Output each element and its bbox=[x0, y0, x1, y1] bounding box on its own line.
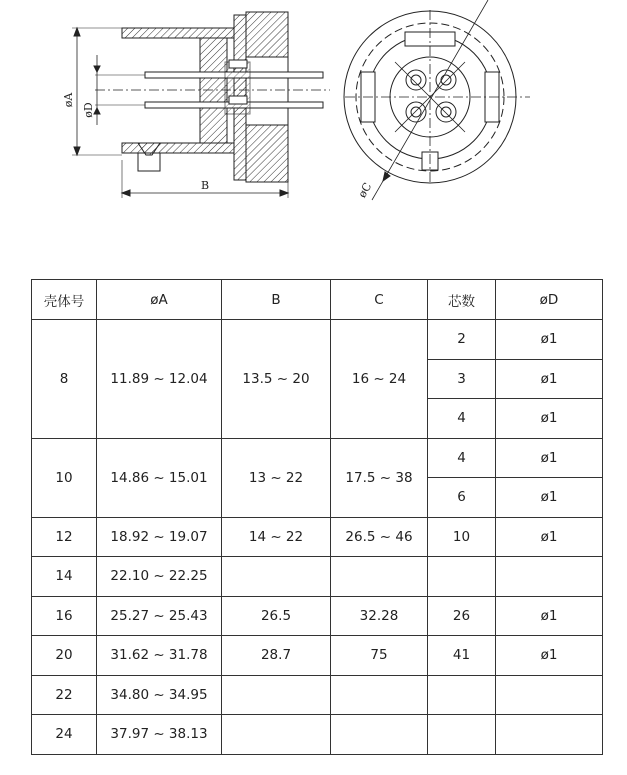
cell-cores: 41 bbox=[428, 636, 496, 676]
cell-cores: 26 bbox=[428, 596, 496, 636]
cell-shell: 12 bbox=[32, 517, 97, 557]
side-section-view bbox=[72, 12, 330, 198]
cell-dia-d: ø1 bbox=[496, 478, 603, 518]
cell-b: 14 ~ 22 bbox=[222, 517, 331, 557]
cell-cores: 4 bbox=[428, 399, 496, 439]
header-dia-d: øD bbox=[496, 280, 603, 320]
cell-shell: 14 bbox=[32, 557, 97, 597]
cell-dia-d: ø1 bbox=[496, 399, 603, 439]
cell-cores: 10 bbox=[428, 517, 496, 557]
cell-c bbox=[331, 675, 428, 715]
header-dia-a: øA bbox=[97, 280, 222, 320]
cell-dia-a: 31.62 ~ 31.78 bbox=[97, 636, 222, 676]
table-row bbox=[32, 320, 603, 360]
cell-cores bbox=[428, 715, 496, 755]
cell-cores: 2 bbox=[428, 320, 496, 360]
dim-d-label: øD bbox=[82, 102, 95, 118]
dim-c-label: øC bbox=[355, 180, 375, 201]
cell-b bbox=[222, 557, 331, 597]
cell-c bbox=[331, 557, 428, 597]
table-row bbox=[32, 715, 603, 755]
cell-dia-d: ø1 bbox=[496, 359, 603, 399]
cell-shell: 16 bbox=[32, 596, 97, 636]
cell-shell: 8 bbox=[32, 320, 97, 439]
cell-dia-d: ø1 bbox=[496, 438, 603, 478]
cell-dia-a: 37.97 ~ 38.13 bbox=[97, 715, 222, 755]
cell-b: 13 ~ 22 bbox=[222, 438, 331, 517]
spec-table bbox=[31, 279, 603, 755]
cell-c bbox=[331, 715, 428, 755]
cell-cores bbox=[428, 557, 496, 597]
cell-c: 17.5 ~ 38 bbox=[331, 438, 428, 517]
header-shell: 壳体号 bbox=[32, 280, 97, 320]
cell-cores bbox=[428, 675, 496, 715]
table-row bbox=[32, 596, 603, 636]
header-c: C bbox=[331, 280, 428, 320]
cell-b bbox=[222, 715, 331, 755]
table-row bbox=[32, 517, 603, 557]
header-b: B bbox=[222, 280, 331, 320]
cell-b: 13.5 ~ 20 bbox=[222, 320, 331, 439]
cell-shell: 10 bbox=[32, 438, 97, 517]
cell-dia-d bbox=[496, 675, 603, 715]
cell-c: 16 ~ 24 bbox=[331, 320, 428, 439]
cell-shell: 20 bbox=[32, 636, 97, 676]
header-cores: 芯数 bbox=[428, 280, 496, 320]
cell-dia-d bbox=[496, 557, 603, 597]
table-row bbox=[32, 636, 603, 676]
cell-dia-a: 11.89 ~ 12.04 bbox=[97, 320, 222, 439]
cell-cores: 4 bbox=[428, 438, 496, 478]
connector-drawing bbox=[0, 0, 627, 215]
cell-dia-d: ø1 bbox=[496, 320, 603, 360]
cell-shell: 22 bbox=[32, 675, 97, 715]
cell-b bbox=[222, 675, 331, 715]
cell-dia-d bbox=[496, 715, 603, 755]
cell-c: 75 bbox=[331, 636, 428, 676]
table-row bbox=[32, 438, 603, 478]
cell-dia-a: 25.27 ~ 25.43 bbox=[97, 596, 222, 636]
cell-shell: 24 bbox=[32, 715, 97, 755]
cell-dia-a: 34.80 ~ 34.95 bbox=[97, 675, 222, 715]
dim-b-label: B bbox=[200, 179, 210, 192]
cell-c: 26.5 ~ 46 bbox=[331, 517, 428, 557]
cell-cores: 3 bbox=[428, 359, 496, 399]
cell-dia-a: 14.86 ~ 15.01 bbox=[97, 438, 222, 517]
cell-dia-d: ø1 bbox=[496, 596, 603, 636]
cell-dia-d: ø1 bbox=[496, 636, 603, 676]
table-header-row bbox=[32, 280, 603, 320]
table-row bbox=[32, 557, 603, 597]
cell-dia-a: 18.92 ~ 19.07 bbox=[97, 517, 222, 557]
dim-a-label: øA bbox=[62, 92, 75, 108]
table-row bbox=[32, 675, 603, 715]
cell-dia-d: ø1 bbox=[496, 517, 603, 557]
cell-dia-a: 22.10 ~ 22.25 bbox=[97, 557, 222, 597]
cell-c: 32.28 bbox=[331, 596, 428, 636]
front-view bbox=[344, 0, 530, 200]
cell-b: 28.7 bbox=[222, 636, 331, 676]
cell-cores: 6 bbox=[428, 478, 496, 518]
cell-b: 26.5 bbox=[222, 596, 331, 636]
